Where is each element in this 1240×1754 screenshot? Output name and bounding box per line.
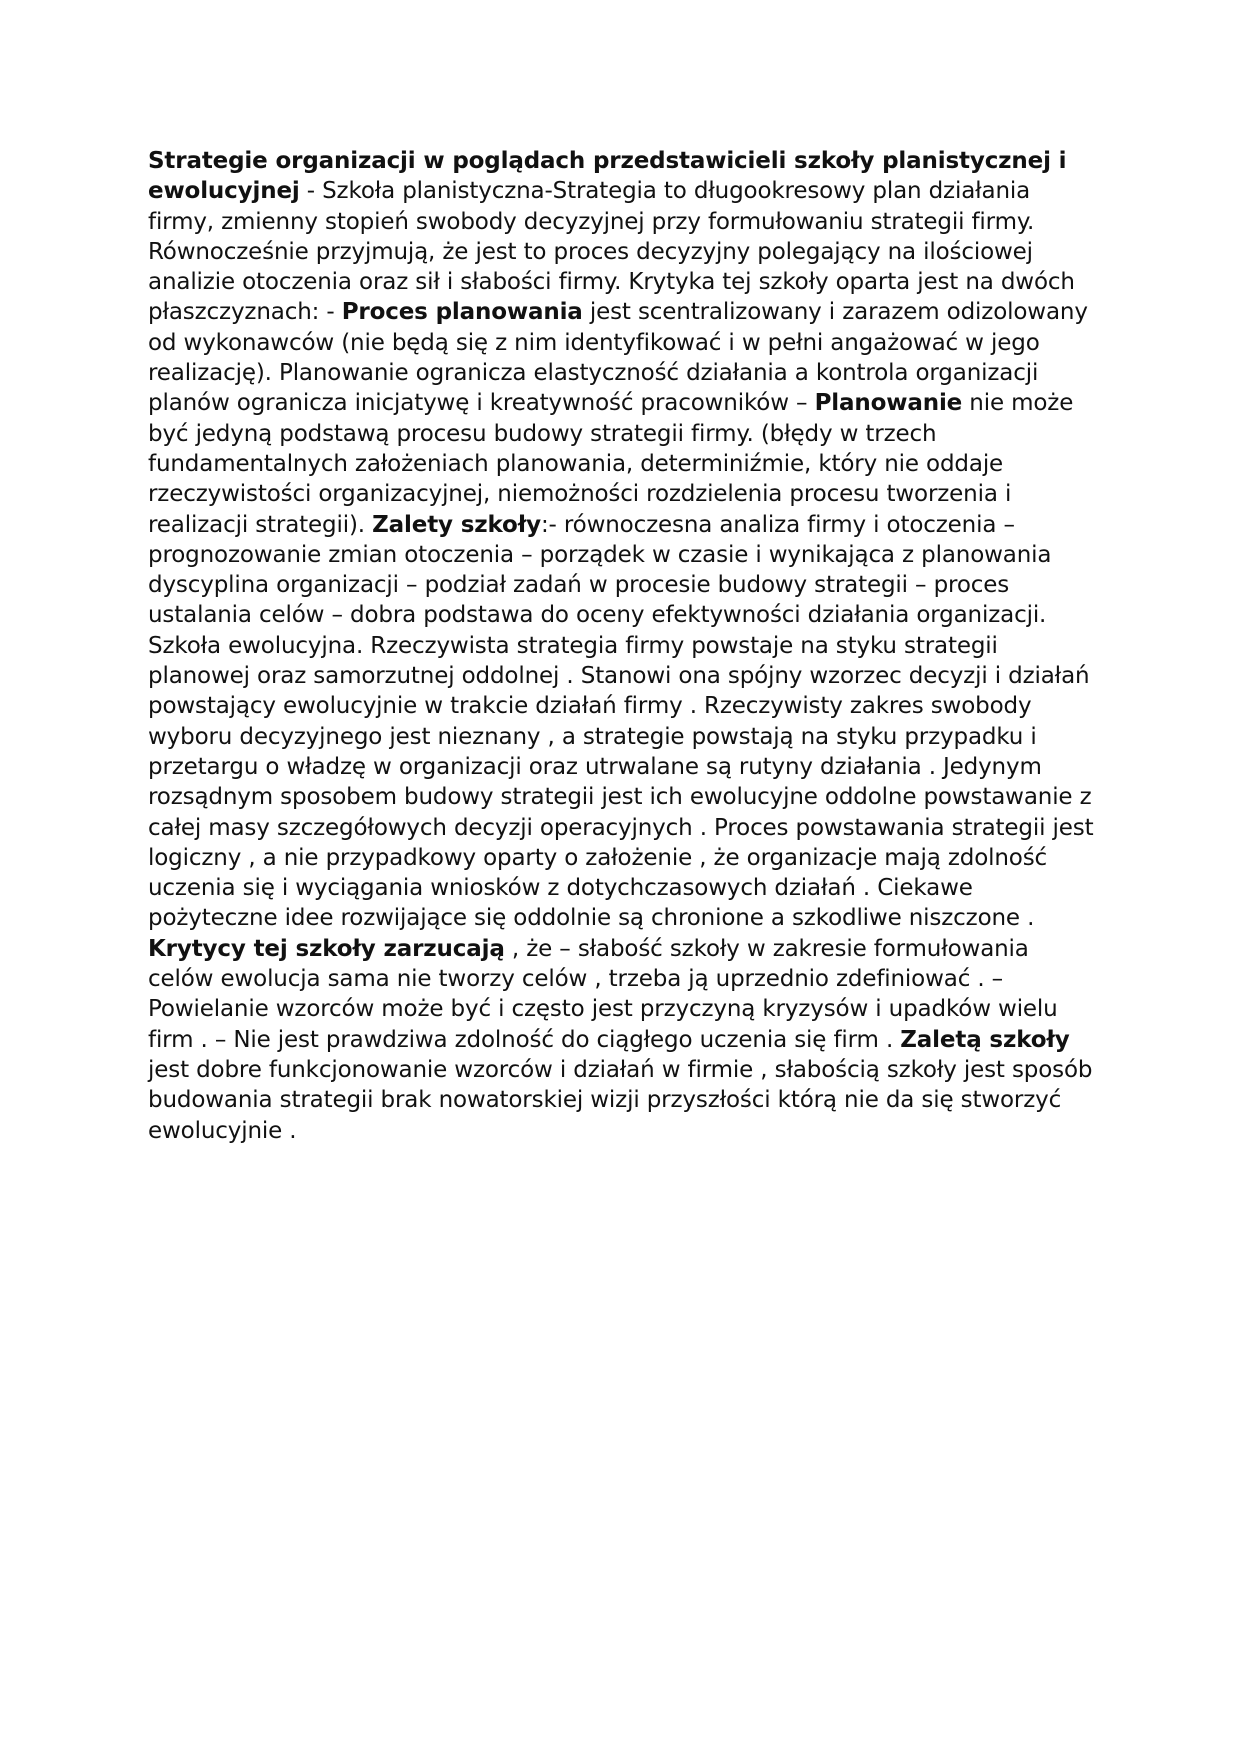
bold-phrase-zaleta-szkoly: Zaletą szkoły [900,1026,1070,1053]
bold-phrase-krytycy: Krytycy tej szkoły zarzucają [148,935,505,962]
text-segment: jest dobre funkcjonowanie wzorców i działań w firmie , słabością szkoły jest sposób budowania strategii brak nowatorskiej wizji przyszłości którą nie da się stworzyć ewolucyjnie . [148,1056,1093,1144]
bold-phrase-proces-planowania: Proces planowania [341,299,583,326]
text-segment: :- równoczesna analiza firmy i otoczenia – prognozowanie zmian otoczenia – porządek w czasie i wynikająca z planowania dyscyplina organizacji – podział zadań w procesie budowy strategii – proces ustalania celów – dobra podstawa do oceny efektywności działania organizacji. Szkoła ewolucyjna. Rzeczywista strategia firmy powstaje na styku strategii planowej oraz samorzutnej oddolnej . Stanowi ona spójny wzorzec decyzji i działań powstający ewolucyjnie w trakcie działań firmy . Rzeczywisty zakres swobody wyboru decyzyjnego jest nieznany , a strategie powstają na styku przypadku i przetargu o władzę w organizacji oraz utrwalane są rutyny działania . Jedynym rozsądnym sposobem budowy strategii jest ich ewolucyjne oddolne powstawanie z całej masy szczegółowych decyzji operacyjnych . Proces powstawania strategii jest logiczny , a nie przypadkowy oparty o założenie , że organizacje mają zdolność uczenia się i wyciągania wniosków z dotychczasowych działań . Ciekawe pożyteczne idee rozwijające się oddolnie są chronione a szkodliwe niszczone . [148,511,1094,932]
document-title: Strategie organizacji w poglądach przedstawicieli szkoły planistycznej i ewolucyjnej [148,148,1067,205]
document-page [148,146,1098,1146]
bold-phrase-planowanie: Planowanie [814,390,963,417]
text-segment: nie może być jedyną podstawą procesu budowy strategii firmy. (błędy w trzech fundamentalnych założeniach planowania, determiniźmie, który nie oddaje rzeczywistości organizacyjnej, niemożności rozdzielenia procesu tworzenia i realizacji strategii). [148,390,1074,538]
text-segment: - Szkoła planistyczna-Strategia to długookresowy plan działania firmy, zmienny stopień swobody decyzyjnej przy formułowaniu strategii firmy. Równocześnie przyjmują, że jest to proces decyzyjny polegający na ilościowej analizie otoczenia oraz sił i słabości firmy. Krytyka tej szkoły oparta jest na dwóch płaszczyznach: - [148,178,1075,326]
text-segment: , że – słabość szkoły w zakresie formułowania celów ewolucja sama nie tworzy celów , trzeba ją uprzednio zdefiniować . – Powielanie wzorców może być i często jest przyczyną kryzysów i upadków wielu firm . – Nie jest prawdziwa zdolność do ciągłego uczenia się firm . [148,935,1058,1053]
bold-phrase-zalety-szkoly: Zalety szkoły [372,511,541,538]
document-paragraph [148,146,1098,1146]
text-segment: jest scentralizowany i zarazem odizolowany od wykonawców (nie będą się z nim identyfikować i w pełni angażować w jego realizację). Planowanie ogranicza elastyczność działania a kontrola organizacji planów ogranicza inicjatywę i kreatywność pracowników – [148,299,1088,417]
